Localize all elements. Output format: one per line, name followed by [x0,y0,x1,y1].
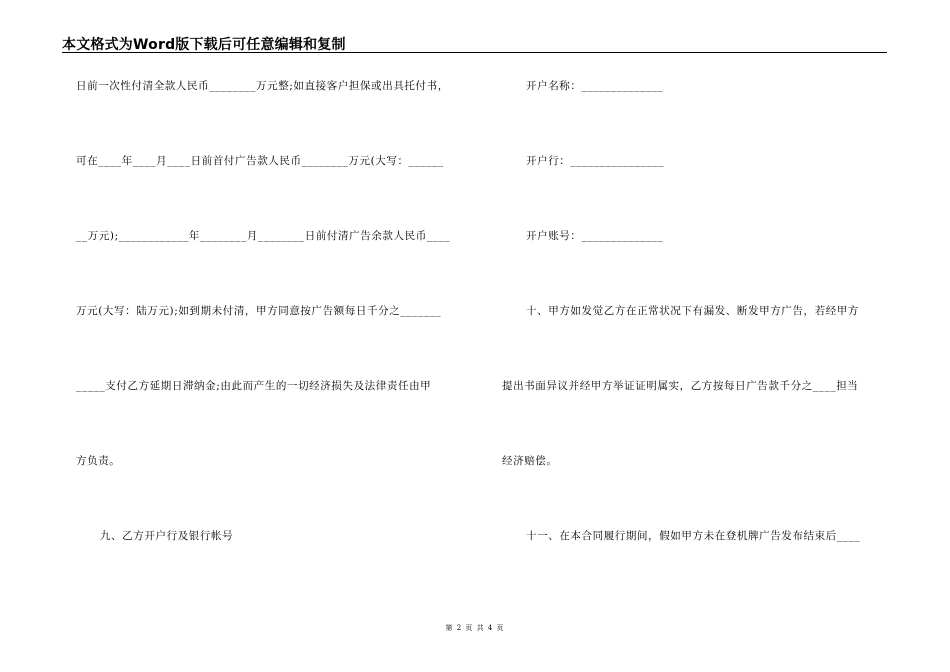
left-line-3: __万元);____________年________月________日前付清广告余款人民币____ [76,230,451,242]
bank-field: 开户行：________________ [526,155,664,167]
left-line-5: _____支付乙方延期日滞纳金;由此而产生的一切经济损失及法律责任由甲 [76,380,432,392]
account-name-field: 开户名称：______________ [526,80,664,92]
clause-ten-line-2: 提出书面异议并经甲方举证证明属实，乙方按每日广告款千分之____担当 [502,380,859,392]
account-number-field: 开户账号：______________ [526,230,664,242]
left-line-1: 日前一次性付清全款人民币________万元整;如直接客户担保或出具托付书， [76,80,449,92]
section-heading-nine: 九、乙方开户行及银行帐号 [100,530,234,542]
document-title: 本文格式为Word版下载后可任意编辑和复制 [62,37,346,53]
left-line-2: 可在____年____月____日前首付广告款人民币________万元(大写：______ [76,155,444,167]
clause-ten-line-3: 经济赔偿。 [502,455,558,467]
left-line-6: 方负责。 [76,455,121,467]
header-divider [62,52,887,53]
clause-eleven-line-1: 十一、在本合同履行期间，假如甲方未在登机牌广告发布结束后____ [526,530,861,542]
clause-ten-line-1: 十、甲方如发觉乙方在正常状况下有漏发、断发甲方广告，若经甲方 [526,305,859,317]
left-line-4: 万元(大写：陆万元);如到期未付清，甲方同意按广告额每日千分之_______ [76,305,442,317]
page-number: 第 2 页 共 4 页 [445,624,505,632]
